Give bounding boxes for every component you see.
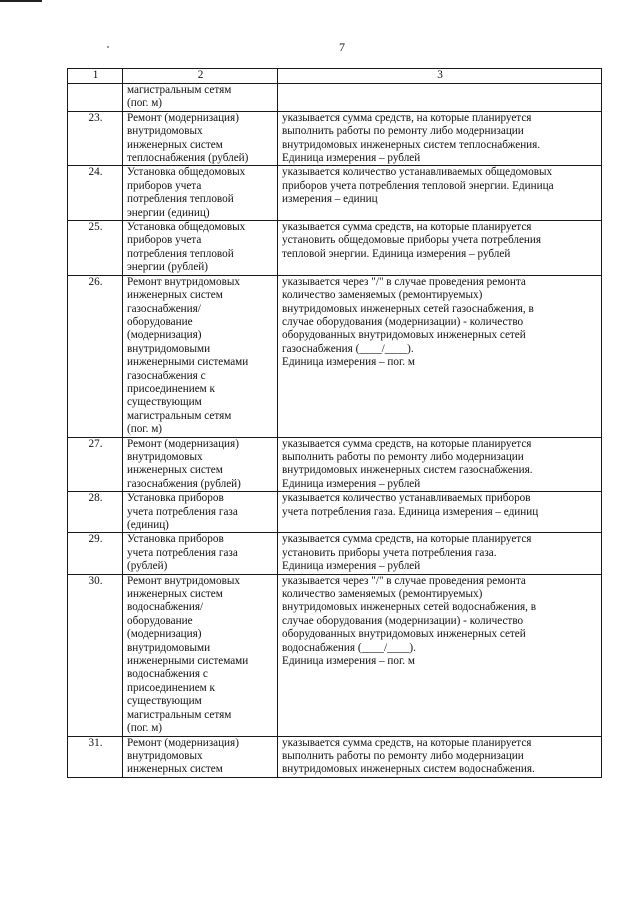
description-line: указывается через "/" в случае проведения ремонта [282,275,526,288]
row-number: 31. [68,736,123,777]
description-cell [278,437,602,492]
description-line: тепловой энергии. Единица измерения – рублей [282,247,511,260]
indicator-name-cell [123,166,278,221]
indicator-name-line: Ремонт (модернизация) [127,736,239,749]
row-number: 28. [68,492,123,533]
description-cell [278,574,602,736]
indicator-name-line: внутридомовых [127,749,203,762]
description-cell [278,221,602,276]
column-header: 2 [123,69,278,84]
column-header: 3 [278,69,602,84]
indicator-name-line: газоснабжения/ [127,302,201,315]
description-line: внутридомовых инженерных сетей газоснабжения, в [282,302,534,315]
indicator-name-cell [123,84,278,112]
indicator-name-line: оборудование [127,315,193,328]
indicator-name-cell [123,574,278,736]
indicator-name-line: присоединением к [127,681,215,694]
description-line: выполнить работы по ремонту либо модернизации [282,749,524,762]
indicator-name-line: инженерных систем [127,289,223,302]
indicator-name-line: Ремонт (модернизация) [127,437,239,450]
scan-speck [107,46,109,48]
indicator-name-cell [123,437,278,492]
indicator-name-line: энергии (единиц) [127,206,210,219]
table-row [68,736,602,777]
description-cell [278,166,602,221]
table-row [68,166,602,221]
indicator-name-cell [123,736,278,777]
description-line: указывается сумма средств, на которые планируется [282,533,532,546]
indicator-name-line: учета потребления газа [127,546,238,559]
row-number: 29. [68,533,123,574]
table-row [68,84,602,112]
indicator-name-line: Установка приборов [127,492,224,505]
description-cell [278,533,602,574]
description-cell [278,275,602,437]
indicator-name-line: существующим [127,396,202,409]
indicator-name-line: магистральным сетям [127,84,232,96]
indicator-name-line: (пог. м) [127,722,163,735]
row-number: 26. [68,275,123,437]
indicator-name-line: внутридомовых [127,125,203,138]
indicator-name-line: (модернизация) [127,329,202,342]
description-cell [278,111,602,166]
indicator-name-line: водоснабжения с [127,668,208,681]
indicator-name-line: Установка общедомовых [127,166,246,179]
row-number: 24. [68,166,123,221]
indicator-name-line: энергии (рублей) [127,261,208,274]
description-line: оборудованных внутридомовых инженерных сетей [282,329,526,342]
indicator-name-line: оборудование [127,614,193,627]
description-line: указывается сумма средств, на которые планируется [282,111,532,124]
table-row [68,574,602,736]
indicator-name-line: приборов учета [127,234,202,247]
indicator-name-line: приборов учета [127,179,202,192]
indicator-name-cell [123,492,278,533]
indicator-name-line: Установка общедомовых [127,221,246,234]
row-number: 25. [68,221,123,276]
description-line: количество заменяемых (ремонтируемых) [282,588,483,601]
row-number: 27. [68,437,123,492]
description-line: Единица измерения – рублей [282,560,421,573]
table-header-row [68,69,602,84]
indicator-name-line: Ремонт внутридомовых [127,574,240,587]
description-line: приборов учета потребления тепловой энергии. Единица [282,179,554,192]
indicator-name-line: внутридомовыми [127,641,211,654]
top-rule [0,0,42,2]
row-number [68,84,123,112]
indicator-name-line: инженерных систем [127,588,223,601]
description-line: внутридомовых инженерных сетей водоснабжения, в [282,601,536,614]
page-number: 7 [339,40,345,54]
description-line: газоснабжения (____/____). [282,342,414,355]
row-number: 30. [68,574,123,736]
indicator-name-line: (рублей) [127,560,168,573]
description-cell [278,492,602,533]
table-row [68,492,602,533]
indicator-name-line: внутридомовыми [127,342,211,355]
indicator-name-line: (пог. м) [127,97,163,110]
indicator-name-line: магистральным сетям [127,409,232,422]
indicator-name-line: теплоснабжения (рублей) [127,152,249,165]
description-line: оборудованных внутридомовых инженерных сетей [282,628,526,641]
indicator-name-line: магистральным сетям [127,708,232,721]
indicator-name-line: присоединением к [127,382,215,395]
description-line: количество заменяемых (ремонтируемых) [282,289,483,302]
indicator-name-line: (пог. м) [127,423,163,436]
column-header: 1 [68,69,123,84]
description-line: внутридомовых инженерных систем водоснабжения. [282,763,535,776]
indicator-name-cell [123,111,278,166]
regulation-table [67,68,602,778]
description-line: случае оборудования (модернизации) - количество [282,315,524,328]
description-line: указывается сумма средств, на которые планируется [282,221,532,234]
indicator-name-cell [123,221,278,276]
description-line: измерения – единиц [282,193,378,206]
description-line: указывается сумма средств, на которые планируется [282,736,532,749]
description-line: выполнить работы по ремонту либо модернизации [282,125,524,138]
description-line: установить приборы учета потребления газа. [282,546,497,559]
description-line: водоснабжения (____/____). [282,641,416,654]
indicator-name-line: водоснабжения/ [127,601,204,614]
table-row [68,533,602,574]
indicator-name-line: инженерных систем [127,763,223,776]
indicator-name-line: газоснабжения (рублей) [127,477,241,490]
indicator-name-cell [123,275,278,437]
description-line: случае оборудования (модернизации) - количество [282,614,524,627]
table-row [68,275,602,437]
description-line: Единица измерения – пог. м [282,655,415,668]
indicator-name-line: учета потребления газа [127,505,238,518]
indicator-name-line: Ремонт (модернизация) [127,111,239,124]
description-line: указывается количество устанавливаемых общедомовых [282,166,553,179]
indicator-name-line: существующим [127,695,202,708]
description-line: выполнить работы по ремонту либо модернизации [282,450,524,463]
description-line: установить общедомовые приборы учета потребления [282,234,542,247]
description-line: учета потребления газа. Единица измерения – единиц [282,505,539,518]
table-row [68,111,602,166]
row-number: 23. [68,111,123,166]
indicator-name-line: инженерными системами [127,356,249,369]
description-line: внутридомовых инженерных систем газоснабжения. [282,464,533,477]
indicator-name-line: потребления тепловой [127,193,234,206]
table-row [68,437,602,492]
indicator-name-line: внутридомовых [127,450,203,463]
description-line: указывается сумма средств, на которые планируется [282,437,532,450]
indicator-name-line: Установка приборов [127,533,224,546]
description-cell [278,84,602,112]
description-line: указывается количество устанавливаемых приборов [282,492,531,505]
description-line: Единица измерения – рублей [282,152,421,165]
description-line: внутридомовых инженерных систем теплоснабжения. [282,138,541,151]
description-line: Единица измерения – пог. м [282,356,415,369]
indicator-name-line: газоснабжения с [127,369,206,382]
indicator-name-line: инженерными системами [127,655,249,668]
indicator-name-line: (единиц) [127,519,169,531]
indicator-name-line: (модернизация) [127,628,202,641]
indicator-name-line: инженерных систем [127,138,223,151]
table-row [68,221,602,276]
description-line: Единица измерения – рублей [282,477,421,490]
indicator-name-line: Ремонт внутридомовых [127,275,240,288]
description-cell [278,736,602,777]
indicator-name-cell [123,533,278,574]
description-line: указывается через "/" в случае проведения ремонта [282,574,526,587]
indicator-name-line: потребления тепловой [127,247,234,260]
indicator-name-line: инженерных систем [127,464,223,477]
